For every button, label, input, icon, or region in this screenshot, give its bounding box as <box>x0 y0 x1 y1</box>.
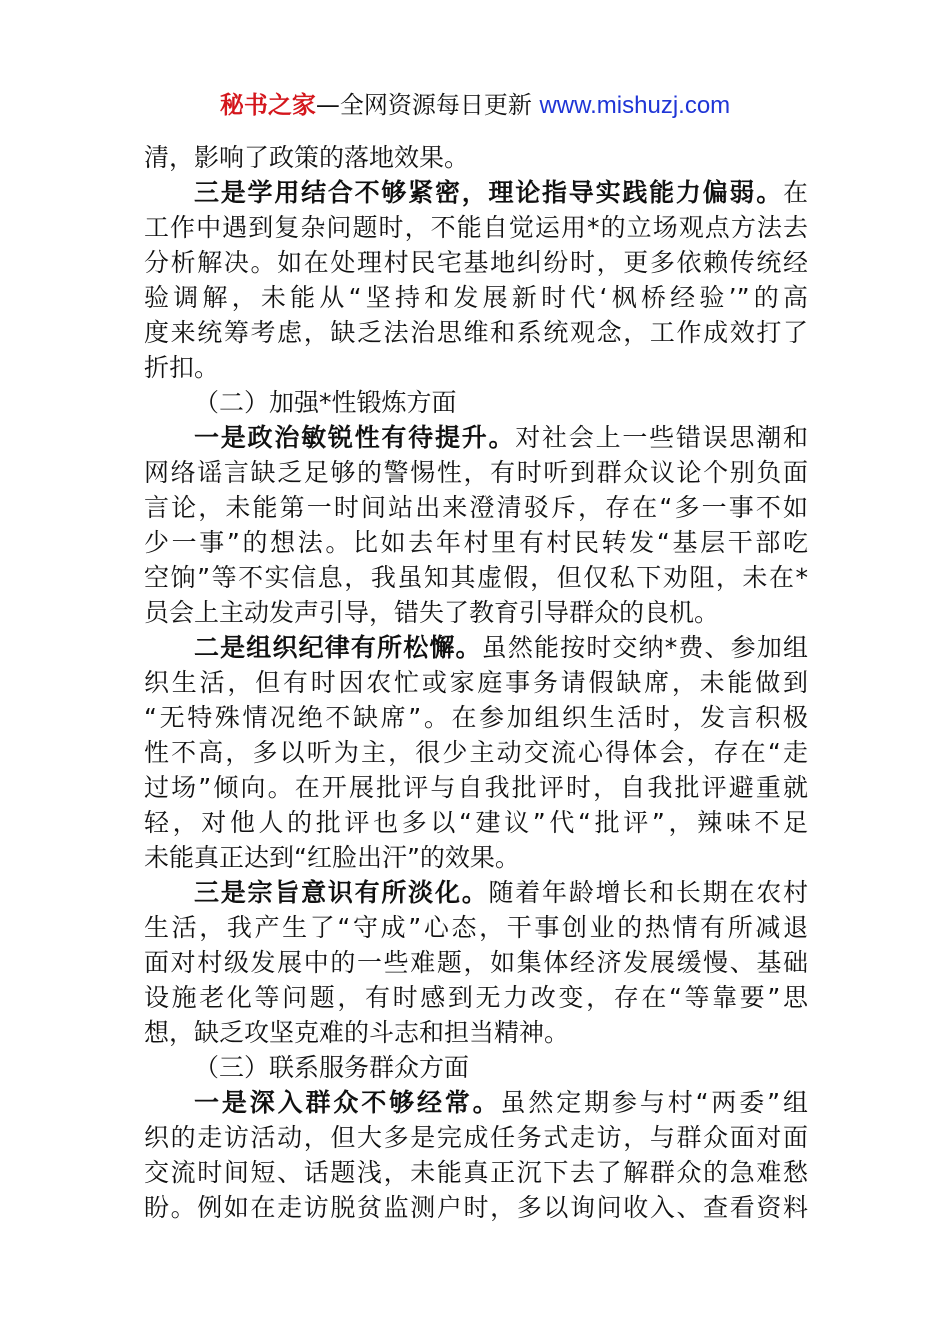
line-text: （二）加强*性锻炼方面 <box>194 388 457 417</box>
line-text: （三）联系服务群众方面 <box>194 1053 470 1082</box>
text-line <box>144 665 808 700</box>
text-line <box>144 805 808 840</box>
bold-lead-phrase: 一是深入群众不够经常。 <box>194 1088 501 1117</box>
text-line <box>144 525 808 560</box>
site-header <box>0 88 950 123</box>
line-text: 轻，对他人的批评也多以“建议”代“批评”，辣味不足 <box>144 808 808 837</box>
text-line <box>144 490 808 525</box>
text-line <box>144 910 808 945</box>
line-text: 对社会上一些错误思潮和 <box>515 423 808 452</box>
line-text: 性不高，多以听为主，很少主动交流心得体会，存在“走 <box>144 738 808 767</box>
text-line <box>144 1015 808 1050</box>
text-line <box>144 735 808 770</box>
document-body <box>144 140 808 1225</box>
line-text: 验调解，未能从“坚持和发展新时代‘枫桥经验’”的高 <box>144 283 808 312</box>
line-text: 清，影响了政策的落地效果。 <box>144 143 470 172</box>
bold-lead-phrase: 一是政治敏锐性有待提升。 <box>194 423 516 452</box>
text-line <box>144 595 808 630</box>
bold-lead-phrase: 三是学用结合不够紧密，理论指导实践能力偏弱。 <box>194 178 783 207</box>
text-line <box>144 945 808 980</box>
line-text: 盼。例如在走访脱贫监测户时，多以询问收入、查看资料 <box>144 1193 808 1222</box>
text-line <box>144 350 808 385</box>
line-text: 设施老化等问题，有时感到无力改变，存在“等靠要”思 <box>144 983 808 1012</box>
line-text: 过场”倾向。在开展批评与自我批评时，自我批评避重就 <box>144 773 808 802</box>
line-text: 生活，我产生了“守成”心态，干事创业的热情有所减退 <box>144 913 808 942</box>
text-line <box>144 560 808 595</box>
line-text: “无特殊情况绝不缺席”。在参加组织生活时，发言积极 <box>144 703 808 732</box>
text-line <box>144 210 808 245</box>
line-text: 虽然定期参与村“两委”组 <box>500 1088 808 1117</box>
text-line <box>144 700 808 735</box>
line-text: 工作中遇到复杂问题时，不能自觉运用*的立场观点方法去 <box>144 213 808 242</box>
text-line <box>144 315 808 350</box>
text-line <box>144 980 808 1015</box>
text-line <box>144 420 808 455</box>
line-text: 想，缺乏攻坚克难的斗志和担当精神。 <box>144 1018 570 1047</box>
text-line <box>144 875 808 910</box>
line-text: 言论，未能第一时间站出来澄清驳斥，存在“多一事不如 <box>144 493 808 522</box>
text-line <box>144 245 808 280</box>
text-line <box>144 280 808 315</box>
text-line <box>144 140 808 175</box>
text-line <box>144 175 808 210</box>
line-text: 员会上主动发声引导，错失了教育引导群众的良机。 <box>144 598 720 627</box>
bold-lead-phrase: 二是组织纪律有所松懈。 <box>194 633 482 662</box>
text-line <box>144 385 808 420</box>
site-url-link[interactable]: www.mishuzj.com <box>539 92 731 119</box>
text-line <box>144 1120 808 1155</box>
bold-lead-phrase: 三是宗旨意识有所淡化。 <box>194 878 489 907</box>
line-text: 空饷”等不实信息，我虽知其虚假，但仅私下劝阻，未在* <box>144 563 808 592</box>
line-text: 折扣。 <box>144 353 220 382</box>
text-line <box>144 1190 808 1225</box>
text-line <box>144 630 808 665</box>
line-text: 分析解决。如在处理村民宅基地纠纷时，更多依赖传统经 <box>144 248 808 277</box>
line-text: 交流时间短、话题浅，未能真正沉下去了解群众的急难愁 <box>144 1158 808 1187</box>
text-line <box>144 840 808 875</box>
line-text: 少一事”的想法。比如去年村里有村民转发“基层干部吃 <box>144 528 808 557</box>
text-line <box>144 455 808 490</box>
line-text: 随着年龄增长和长期在农村 <box>488 878 808 907</box>
line-text: 面对村级发展中的一些难题，如集体经济发展缓慢、基础 <box>144 948 808 977</box>
line-text: 未能真正达到“红脸出汗”的效果。 <box>144 843 520 872</box>
line-text: 在 <box>782 178 808 207</box>
text-line <box>144 770 808 805</box>
text-line <box>144 1050 808 1085</box>
text-line <box>144 1085 808 1120</box>
site-brand: 秘书之家 <box>219 91 316 119</box>
line-text: 度来统筹考虑，缺乏法治思维和系统观念，工作成效打了 <box>144 318 808 347</box>
text-line <box>144 1155 808 1190</box>
line-text: 虽然能按时交纳*费、参加组 <box>481 633 808 662</box>
site-tagline: —全网资源每日更新 <box>315 91 540 119</box>
line-text: 织的走访活动，但大多是完成任务式走访，与群众面对面 <box>144 1123 808 1152</box>
line-text: 网络谣言缺乏足够的警惕性，有时听到群众议论个别负面 <box>144 458 808 487</box>
line-text: 织生活，但有时因农忙或家庭事务请假缺席，未能做到 <box>144 668 808 697</box>
